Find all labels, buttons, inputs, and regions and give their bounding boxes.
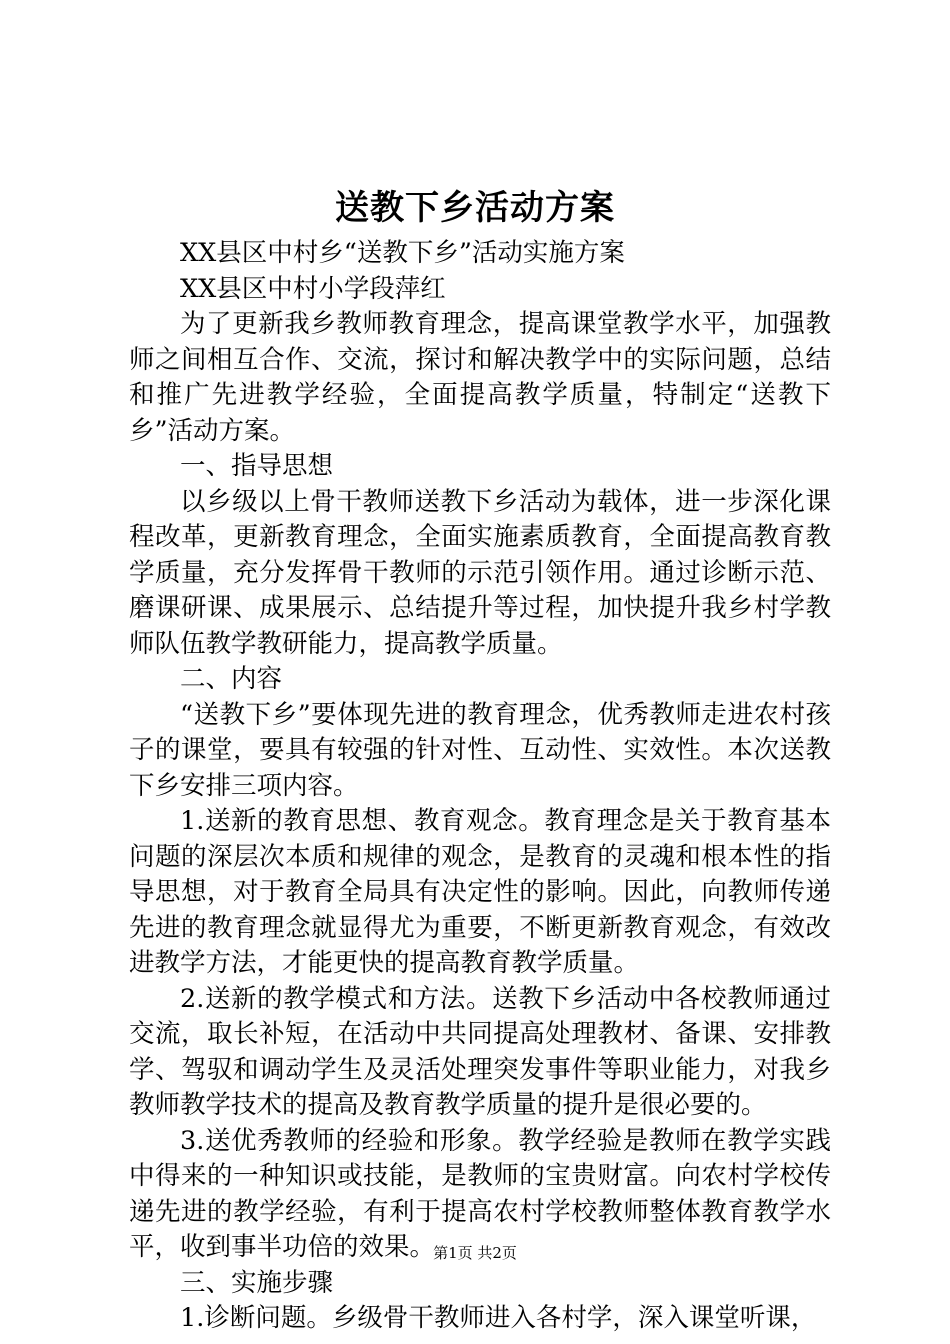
steps-item-1-paragraph: 1.诊断问题。乡级骨干教师进入各村学，深入课堂听课， [180, 1303, 817, 1333]
content-item-2-paragraph: 2.送新的教学模式和方法。送教下乡活动中各校教师通过交流，取长补短，在活动中共同提高处理教材、备课、安排教学、驾驭和调动学生及灵活处理突发事件等职业能力，对我乡教师教学技术的提高及教育教学质量的提升是很必要的。 [129, 983, 831, 1120]
subtitle-paragraph: XX县区中村乡“送教下乡”活动实施方案 [180, 238, 625, 268]
section-heading-guiding-ideology: 一、指导思想 [180, 451, 334, 481]
section-heading-steps: 三、实施步骤 [180, 1267, 334, 1298]
document-title: 送教下乡活动方案 [335, 188, 615, 228]
content-item-1-paragraph: 1.送新的教育思想、教育观念。教育理念是关于教育基本问题的深层次本质和规律的观念，是教育的灵魂和根本性的指导思想，对于教育全局具有决定性的影响。因此，向教师传递先进的教育理念就显得尤为重要，不断更新教育观念，有效改进教学方法，才能更快的提高教育教学质量。 [129, 806, 831, 978]
document-body [129, 236, 831, 1337]
intro-paragraph: 为了更新我乡教师教育理念，提高课堂教学水平，加强教师之间相互合作、交流，探讨和解决教学中的实际问题，总结和推广先进教学经验，全面提高教学质量，特制定“送教下乡”活动方案。 [129, 309, 831, 446]
content-item-3-paragraph: 3.送优秀教师的经验和形象。教学经验是教师在教学实践中得来的一种知识或技能，是教师的宝贵财富。向农村学校传递先进的教学经验，有利于提高农村学校教师整体教育教学水平，收到事半功倍的效果。 [129, 1125, 831, 1262]
author-paragraph: XX县区中村小学段萍红 [180, 273, 446, 304]
content-intro-paragraph: “送教下乡”要体现先进的教育理念，优秀教师走进农村孩子的课堂，要具有较强的针对性、互动性、实效性。本次送教下乡安排三项内容。 [129, 699, 831, 801]
section-heading-content: 二、内容 [180, 664, 283, 694]
page-footer: 第1页 共2页 [433, 1244, 517, 1262]
guiding-ideology-paragraph: 以乡级以上骨干教师送教下乡活动为载体，进一步深化课程改革，更新教育理念，全面实施素质教育，全面提高教育教学质量，充分发挥骨干教师的示范引领作用。通过诊断示范、磨课研课、成果展示、总结提升等过程，加快提升我乡村学教师队伍教学教研能力，提高教学质量。 [129, 486, 831, 659]
